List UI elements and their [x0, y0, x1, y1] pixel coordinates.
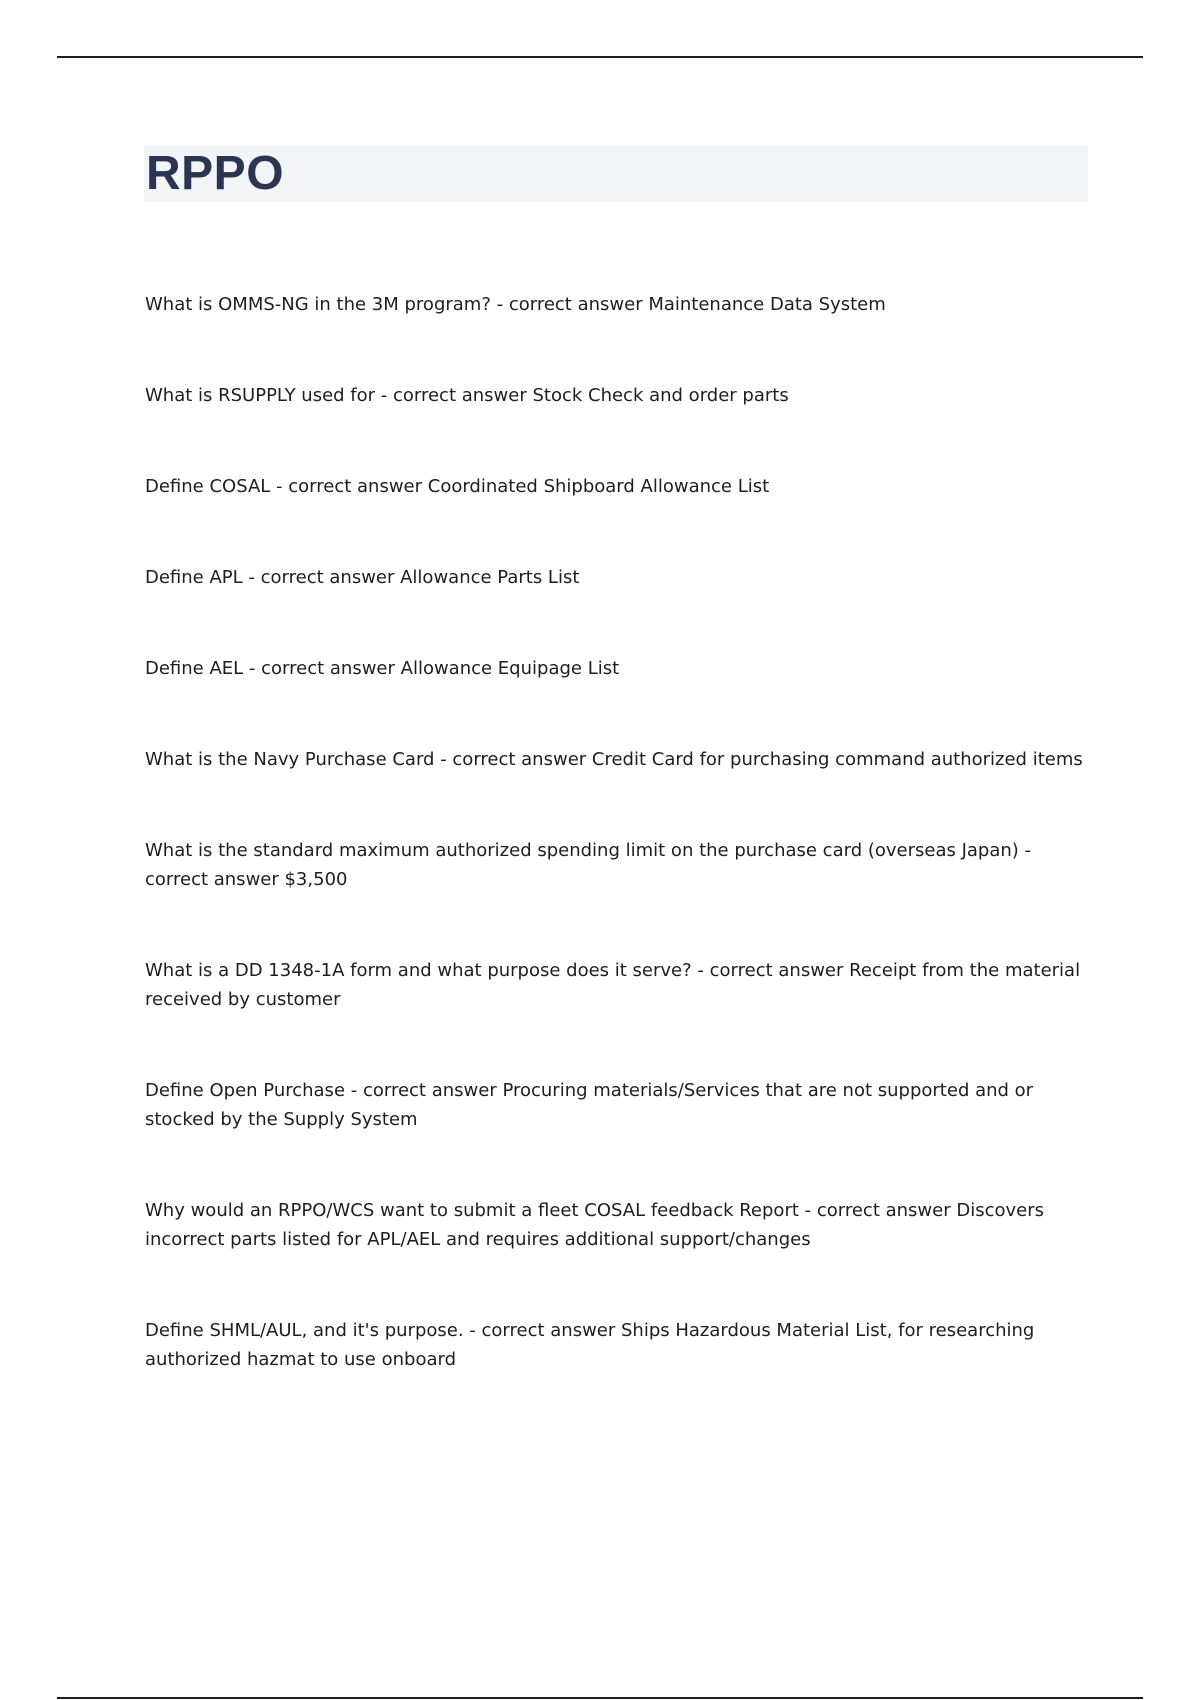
question: Define SHML/AUL, and it's purpose.	[145, 1320, 464, 1341]
answer-separator: - correct answer	[691, 960, 850, 981]
answer: Ships Hazardous Material List, for researching authorized hazmat to use onboard	[145, 1320, 1035, 1370]
answer: Coordinated Shipboard Allowance List	[427, 476, 770, 497]
answer-separator: - correct answer	[270, 476, 428, 497]
answer-separator: - correct answer	[375, 385, 533, 406]
answer: Maintenance Data System	[648, 294, 886, 315]
question: What is the Navy Purchase Card	[145, 749, 435, 770]
question: Define Open Purchase	[145, 1080, 346, 1101]
bottom-rule	[57, 1697, 1143, 1699]
qa-item	[145, 836, 1085, 894]
question: What is RSUPPLY used for	[145, 385, 376, 406]
answer-separator: - correct answer	[243, 658, 401, 679]
answer: Stock Check and order parts	[532, 385, 789, 406]
qa-item	[145, 1076, 1085, 1134]
answer: Procuring materials/Services that are not supported and or stocked by the Supply System	[145, 1080, 1034, 1130]
answer: $3,500	[284, 869, 348, 890]
top-rule	[57, 56, 1143, 58]
answer-separator: - correct answer	[242, 567, 401, 588]
qa-item	[145, 654, 1085, 683]
document-title: RPPO	[146, 147, 285, 200]
qa-list	[145, 290, 1085, 1374]
question: Define AEL	[145, 658, 244, 679]
qa-item	[145, 1316, 1085, 1374]
question: What is the standard maximum authorized spending limit on the purchase card (overseas Japan)	[145, 840, 1019, 861]
answer-separator: - correct answer	[434, 749, 592, 770]
qa-item	[145, 745, 1085, 774]
question: What is a DD 1348-1A form and what purpose does it serve?	[145, 960, 692, 981]
qa-item	[145, 1196, 1085, 1254]
qa-item	[145, 956, 1085, 1014]
qa-item	[145, 290, 1085, 319]
answer-separator: - correct answer	[145, 840, 1032, 890]
answer-separator: - correct answer	[798, 1200, 957, 1221]
qa-item	[145, 472, 1085, 501]
answer: Allowance Equipage List	[400, 658, 620, 679]
answer-separator: - correct answer	[345, 1080, 503, 1101]
question: Why would an RPPO/WCS want to submit a fleet COSAL feedback Report	[145, 1200, 799, 1221]
question: Define APL	[145, 567, 243, 588]
title-band	[144, 146, 1088, 202]
question: What is OMMS-NG in the 3M program?	[145, 294, 491, 315]
answer: Discovers incorrect parts listed for APL/AEL and requires additional support/changes	[145, 1200, 1044, 1250]
qa-item	[145, 563, 1085, 592]
answer: Allowance Parts List	[400, 567, 580, 588]
question: Define COSAL	[145, 476, 271, 497]
answer: Receipt from the material received by customer	[145, 960, 1081, 1010]
answer-separator: - correct answer	[463, 1320, 621, 1341]
answer-separator: - correct answer	[490, 294, 649, 315]
answer: Credit Card for purchasing command authorized items	[591, 749, 1083, 770]
qa-item	[145, 381, 1085, 410]
